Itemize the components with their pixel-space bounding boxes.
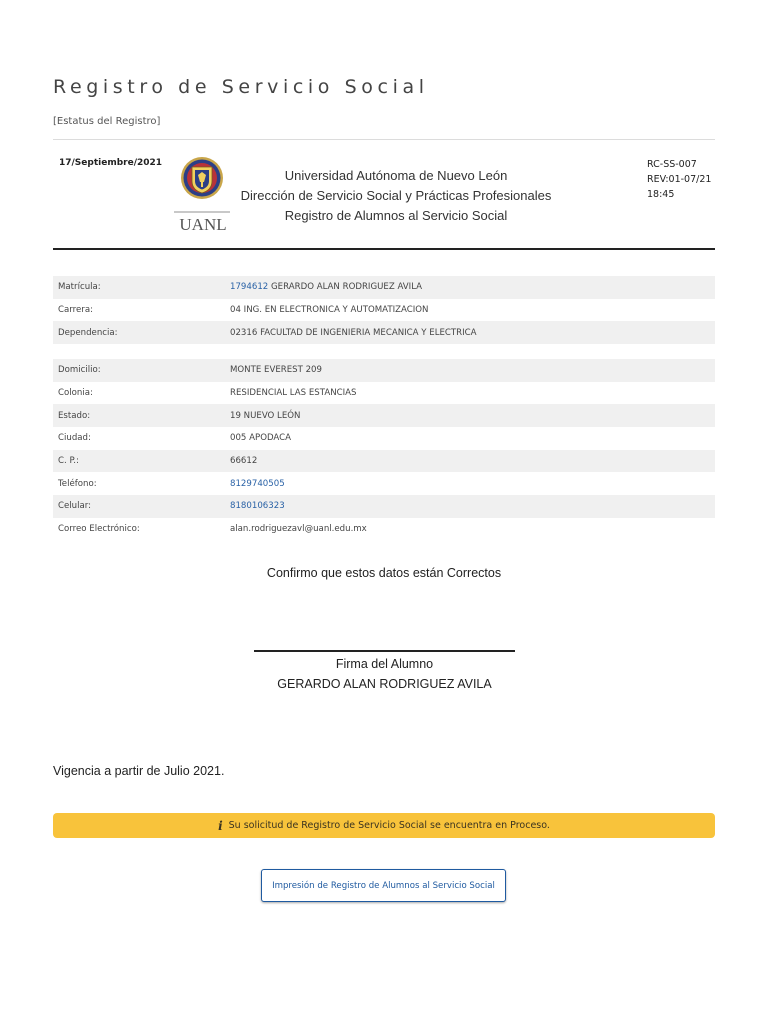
phone-link[interactable]: 8129740505 [230,478,285,489]
field-value: 02316 FACULTAD DE INGENIERIA MECANICA Y ELECTRICA [230,321,715,344]
table-row [53,321,715,344]
table-row [53,518,715,541]
info-icon: i [218,818,223,833]
table-row [53,276,715,299]
status-subtitle: [Estatus del Registro] [53,116,161,127]
field-value [230,472,715,495]
page-title: Registro de Servicio Social [53,76,429,98]
header-codes [647,157,711,202]
document-name: Registro de Alumnos al Servicio Social [284,208,508,223]
field-label: Ciudad: [58,433,91,444]
field-label: Dependencia: [53,321,230,344]
svg-text:UANL: UANL [179,215,227,234]
field-label: Matrícula: [53,276,230,299]
form-code: RC-SS-007 [647,159,697,170]
table-row [53,472,715,495]
field-value: MONTE EVEREST 209 [230,359,715,382]
table-row [53,495,715,518]
field-label: Carrera: [58,305,93,316]
field-label: Estado: [53,404,230,427]
table-row [53,404,715,427]
field-value [230,276,715,299]
field-value: 04 ING. EN ELECTRONICA Y AUTOMATIZACION [230,305,429,316]
uanl-logo [172,155,232,235]
field-value: alan.rodriguezavl@uanl.edu.mx [230,524,367,535]
field-label: C. P.: [53,450,230,473]
field-label: Correo Electrónico: [58,524,140,535]
signature-name: GERARDO ALAN RODRIGUEZ AVILA [277,677,492,691]
form-revision: REV:01-07/21 [647,174,712,185]
divider [53,139,715,140]
address-table [53,359,715,541]
field-value: 19 NUEVO LEÓN [230,404,715,427]
table-row [53,427,715,450]
field-value [230,495,715,518]
table-row [53,299,715,322]
header-date: 17/Septiembre/2021 [59,158,163,168]
department-name: Dirección de Servicio Social y Prácticas Profesionales [240,188,552,203]
field-value: 66612 [230,450,715,473]
form-time: 18:45 [647,189,675,200]
field-value: RESIDENCIAL LAS ESTANCIAS [230,388,357,399]
cellphone-link[interactable]: 8180106323 [230,501,285,512]
status-alert [53,813,715,838]
student-name: GERARDO ALAN RODRIGUEZ AVILA [271,282,423,293]
signature-line [254,650,515,652]
field-label: Teléfono: [58,478,97,489]
print-registration-button[interactable]: Impresión de Registro de Alumnos al Servicio Social [261,869,506,902]
alert-text: Su solicitud de Registro de Servicio Social se encuentra en Proceso. [228,820,550,831]
signature-label: Firma del Alumno [335,657,434,671]
field-label: Domicilio: [53,359,230,382]
table-row [53,382,715,405]
student-table [53,276,715,344]
field-label: Colonia: [58,388,93,399]
matricula-link[interactable]: 1794612 [230,282,269,293]
confirm-text: Confirmo que estos datos están Correctos [266,566,502,580]
header-divider [53,248,715,250]
table-row [53,450,715,473]
field-value: 005 APODACA [230,433,292,444]
header-institution [236,166,556,226]
field-label: Celular: [53,495,230,518]
university-name: Universidad Autónoma de Nuevo León [284,168,508,183]
table-row [53,359,715,382]
validity-text: Vigencia a partir de Julio 2021. [53,764,225,778]
